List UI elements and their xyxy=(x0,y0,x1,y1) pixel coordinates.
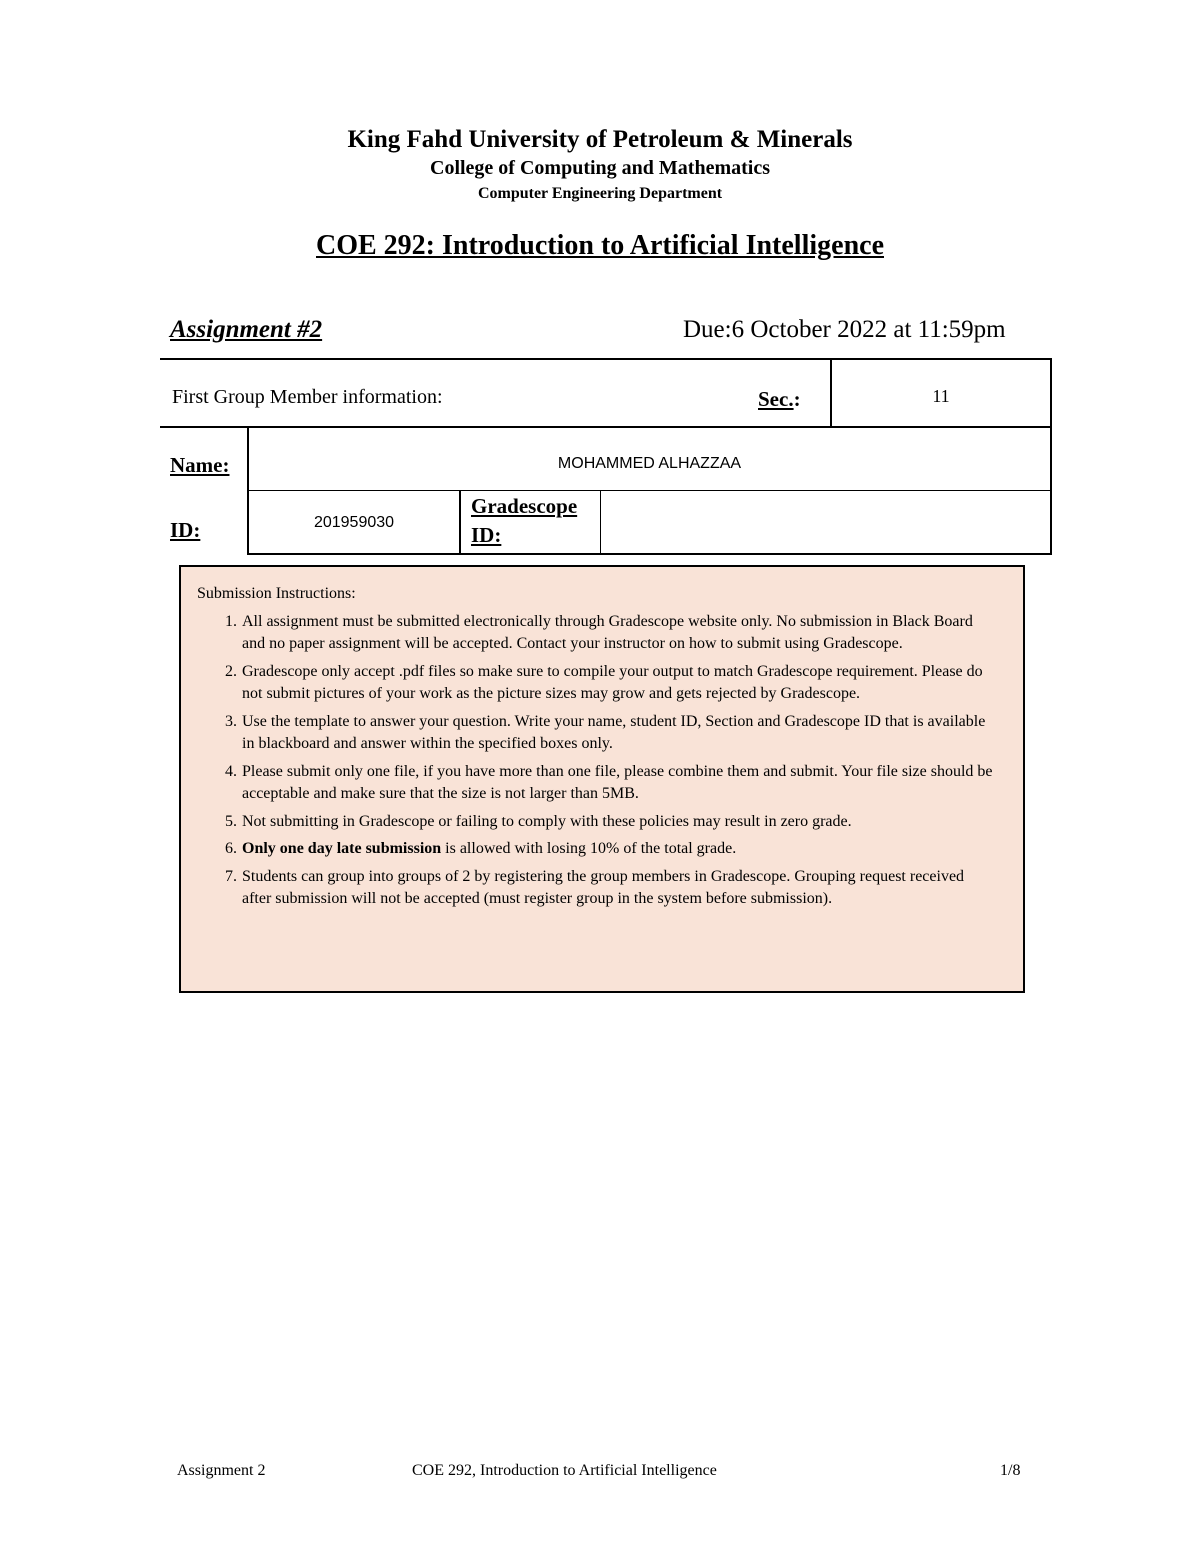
department-name: Computer Engineering Department xyxy=(477,185,723,202)
first-member-label: First Group Member information: xyxy=(172,386,443,408)
submission-instructions-box xyxy=(179,565,1025,993)
instructions-list xyxy=(197,611,995,911)
footer-center: COE 292, Introduction to Artificial Intelligence xyxy=(412,1462,717,1479)
instruction-item: 3. Use the template to answer your question. Write your name, student ID, Section and Gradescope ID that is available in blackboard and answer within the specified boxes only. xyxy=(241,711,995,756)
id-value[interactable]: 201959030 xyxy=(313,514,395,531)
instruction-item: 5. Not submitting in Gradescope or failing to comply with these policies may result in zero grade. xyxy=(241,811,995,834)
instruction-item: 7. Students can group into groups of 2 by registering the group members in Gradescope. Grouping request received after submission will not be accepted (must register group in the system before submission). xyxy=(241,866,995,911)
university-name: King Fahd University of Petroleum & Minerals xyxy=(347,126,853,153)
instruction-item: 1. All assignment must be submitted electronically through Gradescope website only. No submission in Black Board and no paper assignment will be accepted. Contact your instructor on how to submit using Gradescope. xyxy=(241,611,995,656)
due-date: Due:6 October 2022 at 11:59pm xyxy=(683,316,1006,343)
name-value[interactable]: MOHAMMED ALHAZZAA xyxy=(557,455,742,472)
footer-left: Assignment 2 xyxy=(177,1462,266,1479)
college-name: College of Computing and Mathematics xyxy=(430,157,770,179)
course-title: COE 292: Introduction to Artificial Intelligence xyxy=(316,230,884,261)
instruction-item: 2. Gradescope only accept .pdf files so make sure to compile your output to match Gradescope requirement. Please do not submit pictures of your work as the picture sizes may grow and gets rejected by Gradescope. xyxy=(241,661,995,706)
footer-page-number: 1/8 xyxy=(1000,1462,1021,1479)
instructions-title: Submission Instructions: xyxy=(197,585,356,602)
instruction-item: 4. Please submit only one file, if you have more than one file, please combine them and submit. Your file size should be acceptable and make sure that the size is not larger than 5MB. xyxy=(241,761,995,806)
name-label: Name: xyxy=(170,453,230,477)
section-label: Sec.: xyxy=(758,387,801,411)
gradescope-id-label: Gradescope ID: xyxy=(471,494,578,547)
section-value[interactable]: 11 xyxy=(932,386,950,406)
instruction-item: 6. Only one day late submission is allowed with losing 10% of the total grade. xyxy=(241,838,995,861)
id-label: ID: xyxy=(170,518,201,542)
assignment-title: Assignment #2 xyxy=(170,316,323,343)
